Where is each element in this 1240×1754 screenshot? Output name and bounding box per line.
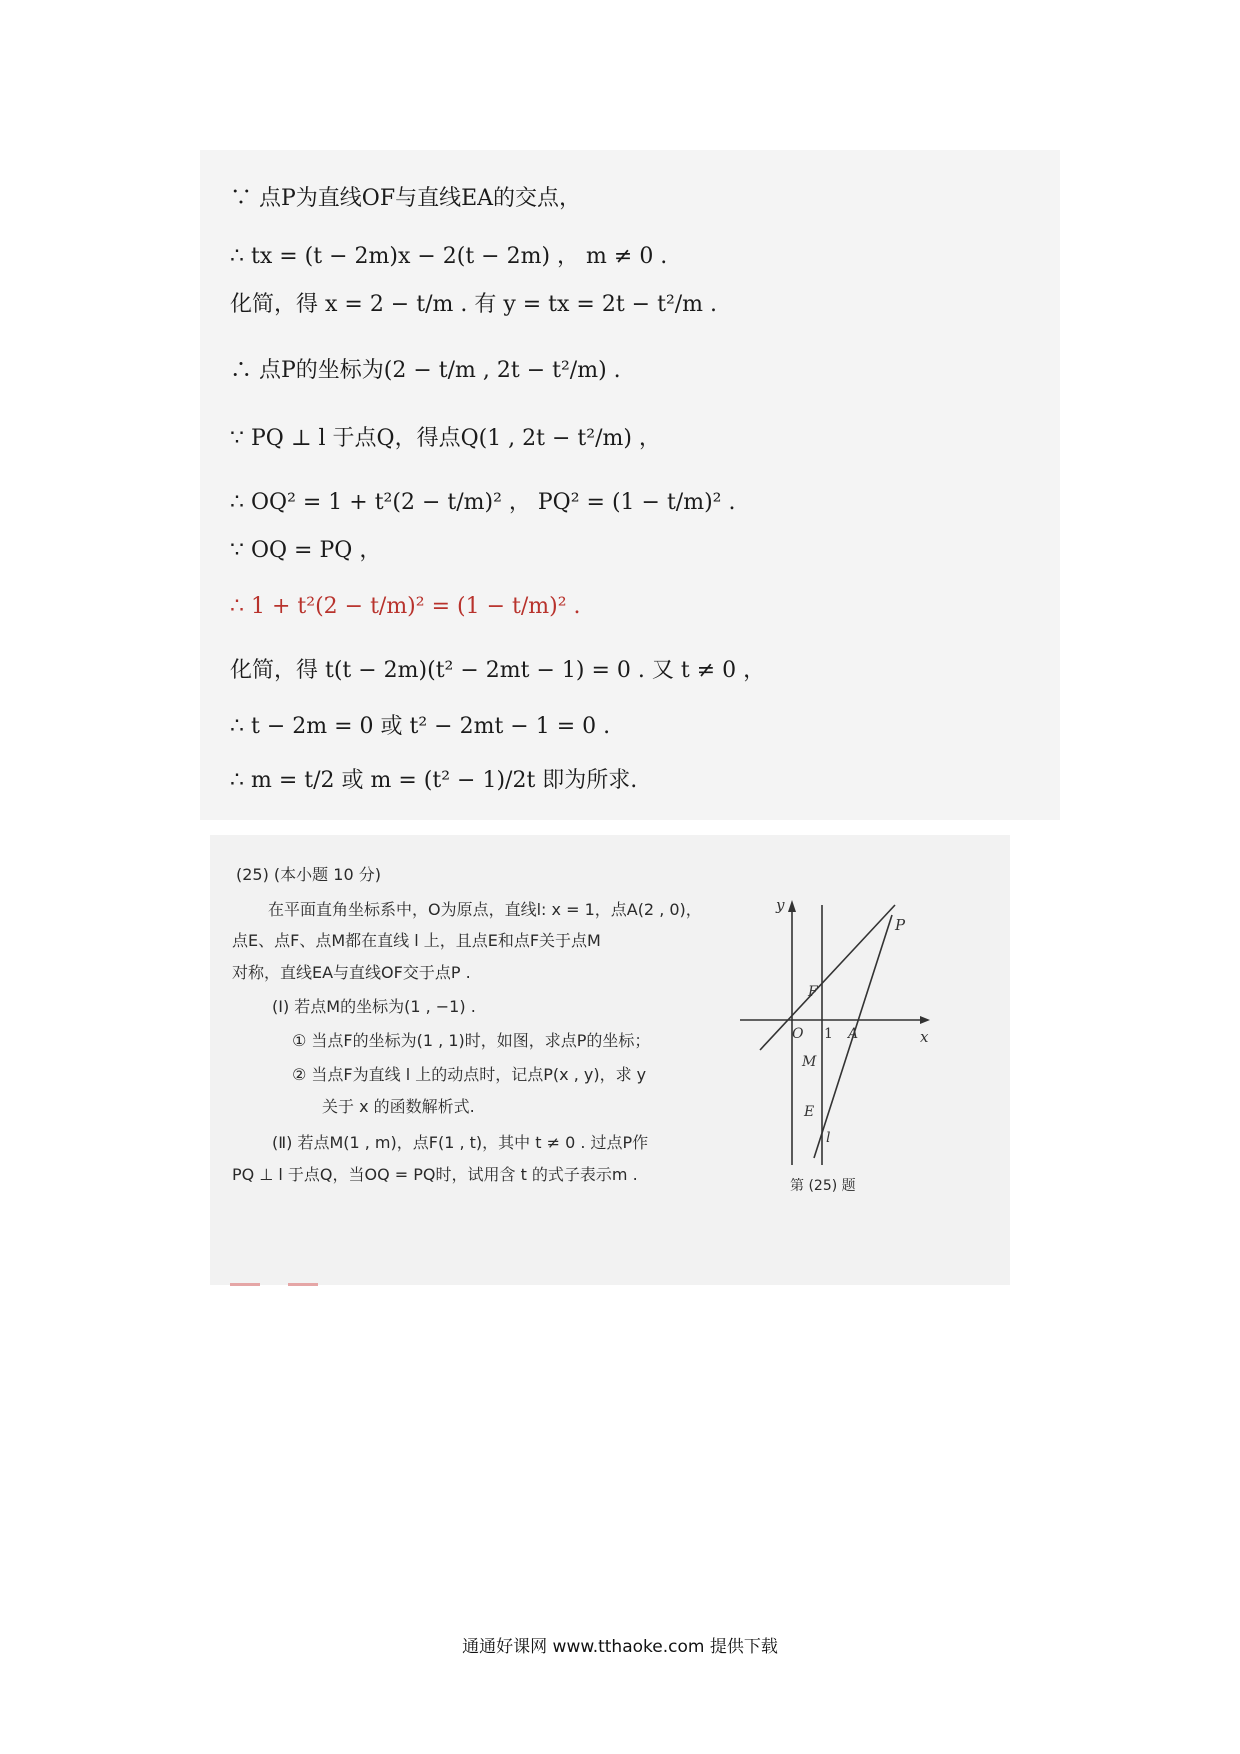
label-o: O <box>792 1026 804 1042</box>
solution-line-11: ∴ m = t/2 或 m = (t² − 1)/2t 即为所求. <box>230 768 638 793</box>
label-y: y <box>776 896 785 914</box>
problem-line-8: (Ⅱ) 若点M(1 , m)，点F(1 , t)，其中 t ≠ 0 . 过点P作 <box>272 1133 649 1152</box>
red-mark-1 <box>230 1283 260 1286</box>
red-mark-2 <box>288 1283 318 1286</box>
solution-line-1: ∵ 点P为直线OF与直线EA的交点， <box>230 186 582 211</box>
solution-line-6: ∴ OQ² = 1 + t²(2 − t/m)² ， PQ² = (1 − t/m)² . <box>230 490 736 515</box>
problem-line-7: 关于 x 的函数解析式. <box>322 1097 475 1116</box>
problem-header: (25) (本小题 10 分) <box>236 865 381 884</box>
y-axis-arrow <box>788 900 796 912</box>
solution-line-2: ∴ tx = (t − 2m)x − 2(t − 2m) ， m ≠ 0 . <box>230 244 668 269</box>
solution-line-10: ∴ t − 2m = 0 或 t² − 2mt − 1 = 0 . <box>230 714 611 739</box>
x-axis-arrow <box>920 1016 930 1024</box>
solution-line-4: ∴ 点P的坐标为(2 − t/m , 2t − t²/m) . <box>230 358 621 383</box>
problem-line-2: 点E、点F、点M都在直线 l 上，且点E和点F关于点M <box>232 931 601 950</box>
solution-line-8: ∴ 1 + t²(2 − t/m)² = (1 − t/m)² . <box>230 594 581 619</box>
footer-credit: 通通好课网 www.tthaoke.com 提供下载 <box>462 1637 778 1657</box>
problem-line-5: ① 当点F的坐标为(1 , 1)时，如图，求点P的坐标； <box>292 1031 651 1050</box>
label-a: A <box>848 1026 859 1042</box>
figure-caption: 第 (25) 题 <box>790 1178 856 1194</box>
problem-line-4: (Ⅰ) 若点M的坐标为(1 , −1) . <box>272 997 476 1016</box>
problem-line-3: 对称，直线EA与直线OF交于点P . <box>232 963 471 982</box>
label-e: E <box>804 1104 815 1120</box>
problem-figure <box>740 890 940 1170</box>
label-x: x <box>920 1028 929 1046</box>
label-l: l <box>826 1130 831 1146</box>
problem-line-9: PQ ⊥ l 于点Q，当OQ = PQ时，试用含 t 的式子表示m . <box>232 1165 638 1184</box>
solution-line-5: ∵ PQ ⊥ l 于点Q，得点Q(1 , 2t − t²/m) ， <box>230 426 661 451</box>
problem-line-1: 在平面直角坐标系中，O为原点，直线l: x = 1，点A(2 , 0)， <box>268 900 702 919</box>
solution-line-7: ∵ OQ = PQ ， <box>230 538 382 563</box>
label-m: M <box>802 1054 817 1070</box>
label-f: F <box>808 984 818 1000</box>
label-one: 1 <box>824 1026 833 1042</box>
solution-line-9: 化简，得 t(t − 2m)(t² − 2mt − 1) = 0 . 又 t ≠ 0 ， <box>230 658 766 683</box>
solution-line-3: 化简，得 x = 2 − t/m . 有 y = tx = 2t − t²/m . <box>230 292 718 317</box>
label-p: P <box>895 916 906 934</box>
problem-line-6: ② 当点F为直线 l 上的动点时，记点P(x , y)，求 y <box>292 1065 647 1084</box>
